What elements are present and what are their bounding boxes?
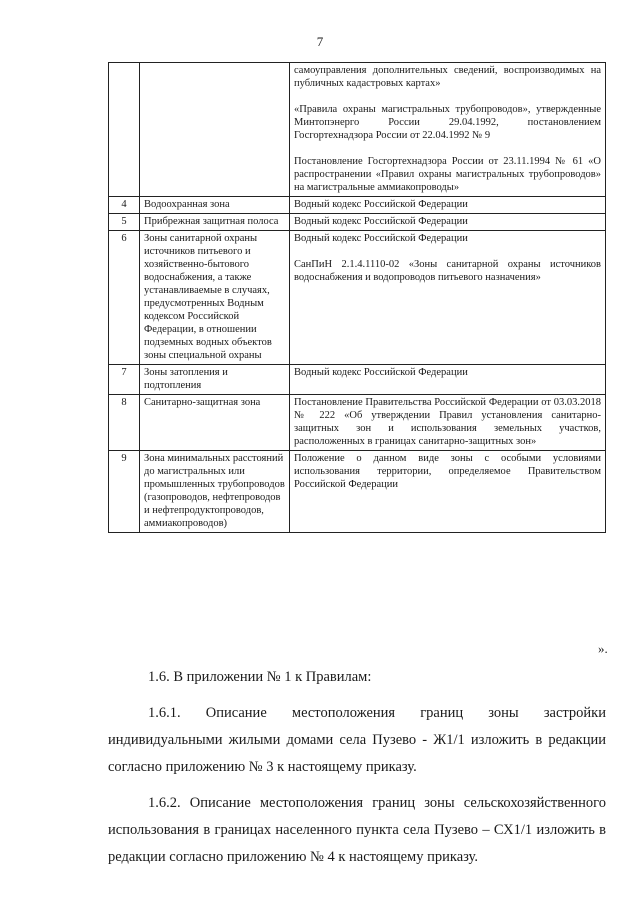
row-number: 6 bbox=[109, 231, 140, 365]
row-number: 9 bbox=[109, 451, 140, 533]
legal-document: Водный кодекс Российской Федерации bbox=[294, 199, 468, 210]
table-row bbox=[109, 451, 606, 533]
zone-name: Водоохранная зона bbox=[140, 197, 290, 214]
closing-quote: ». bbox=[598, 641, 608, 656]
legal-basis bbox=[290, 451, 606, 533]
table-row bbox=[109, 365, 606, 395]
legal-document: Постановление Правительства Российской Федерации от 03.03.2018 № 222 «Об утверждении Правил установления санитарно-защитных зон и использования земельных участков, расположенных в границах санитарно-защитных зон» bbox=[294, 397, 601, 447]
table-row bbox=[109, 214, 606, 231]
table-row bbox=[109, 63, 606, 197]
table-row bbox=[109, 395, 606, 451]
regulations-table bbox=[108, 62, 606, 533]
zone-name: Зоны санитарной охраны источников питьевого и хозяйственно-бытового водоснабжения, а также устанавливаемые в случаях, предусмотренных Водным кодексом Российской Федерации, в отношении подземных водных объектов зоны специальной охраны bbox=[140, 231, 290, 365]
zone-name: Прибрежная защитная полоса bbox=[140, 214, 290, 231]
zone-name: Зоны затопления и подтопления bbox=[140, 365, 290, 395]
legal-document: Водный кодекс Российской Федерации bbox=[294, 216, 468, 227]
legal-document: Водный кодекс Российской Федерации bbox=[294, 367, 468, 378]
legal-document: «Правила охраны магистральных трубопроводов», утвержденные Минтопэнерго России 29.04.1992, постановлением Госгортехнадзора России от 22.04.1992 № 9 bbox=[294, 104, 601, 141]
zone-name: Зона минимальных расстояний до магистральных или промышленных трубопроводов (газопроводов, нефтепроводов и нефтепродуктопроводов, аммиакопроводов) bbox=[140, 451, 290, 533]
page-number: 7 bbox=[316, 34, 324, 49]
paragraph-1-6-2: 1.6.2. Описание местоположения границ зоны сельскохозяйственного использования в границах населенного пункта села Пузево – СХ1/1 изложить в редакции согласно приложению № 4 к настоящему приказу. bbox=[108, 795, 606, 865]
legal-document: самоуправления дополнительных сведений, воспроизводимых на публичных кадастровых картах» bbox=[294, 65, 601, 89]
row-number: 8 bbox=[109, 395, 140, 451]
table-row bbox=[109, 231, 606, 365]
legal-basis bbox=[290, 365, 606, 395]
zone-name bbox=[140, 63, 290, 197]
zone-name: Санитарно-защитная зона bbox=[140, 395, 290, 451]
legal-basis bbox=[290, 231, 606, 365]
paragraph-1-6: 1.6. В приложении № 1 к Правилам: bbox=[148, 669, 372, 685]
row-number: 4 bbox=[109, 197, 140, 214]
legal-basis bbox=[290, 197, 606, 214]
table-row bbox=[109, 197, 606, 214]
row-number: 5 bbox=[109, 214, 140, 231]
paragraph-1-6-1: 1.6.1. Описание местоположения границ зоны застройки индивидуальными жилыми домами села Пузево - Ж1/1 изложить в редакции согласно приложению № 3 к настоящему приказу. bbox=[108, 705, 606, 775]
row-number: 7 bbox=[109, 365, 140, 395]
legal-basis bbox=[290, 63, 606, 197]
legal-document: Постановление Госгортехнадзора России от 23.11.1994 № 61 «О распространении «Правил охраны магистральных трубопроводов» на магистральные аммиакопроводы» bbox=[294, 156, 601, 193]
amendment-text bbox=[108, 664, 606, 880]
row-number bbox=[109, 63, 140, 197]
legal-document: СанПиН 2.1.4.1110-02 «Зоны санитарной охраны источников водоснабжения и водопроводов питьевого назначения» bbox=[294, 259, 601, 283]
legal-document: Водный кодекс Российской Федерации bbox=[294, 233, 468, 244]
legal-basis bbox=[290, 395, 606, 451]
legal-basis bbox=[290, 214, 606, 231]
legal-document: Положение о данном виде зоны с особыми условиями использования территории, определяемое Правительством Российской Федерации bbox=[294, 453, 601, 490]
